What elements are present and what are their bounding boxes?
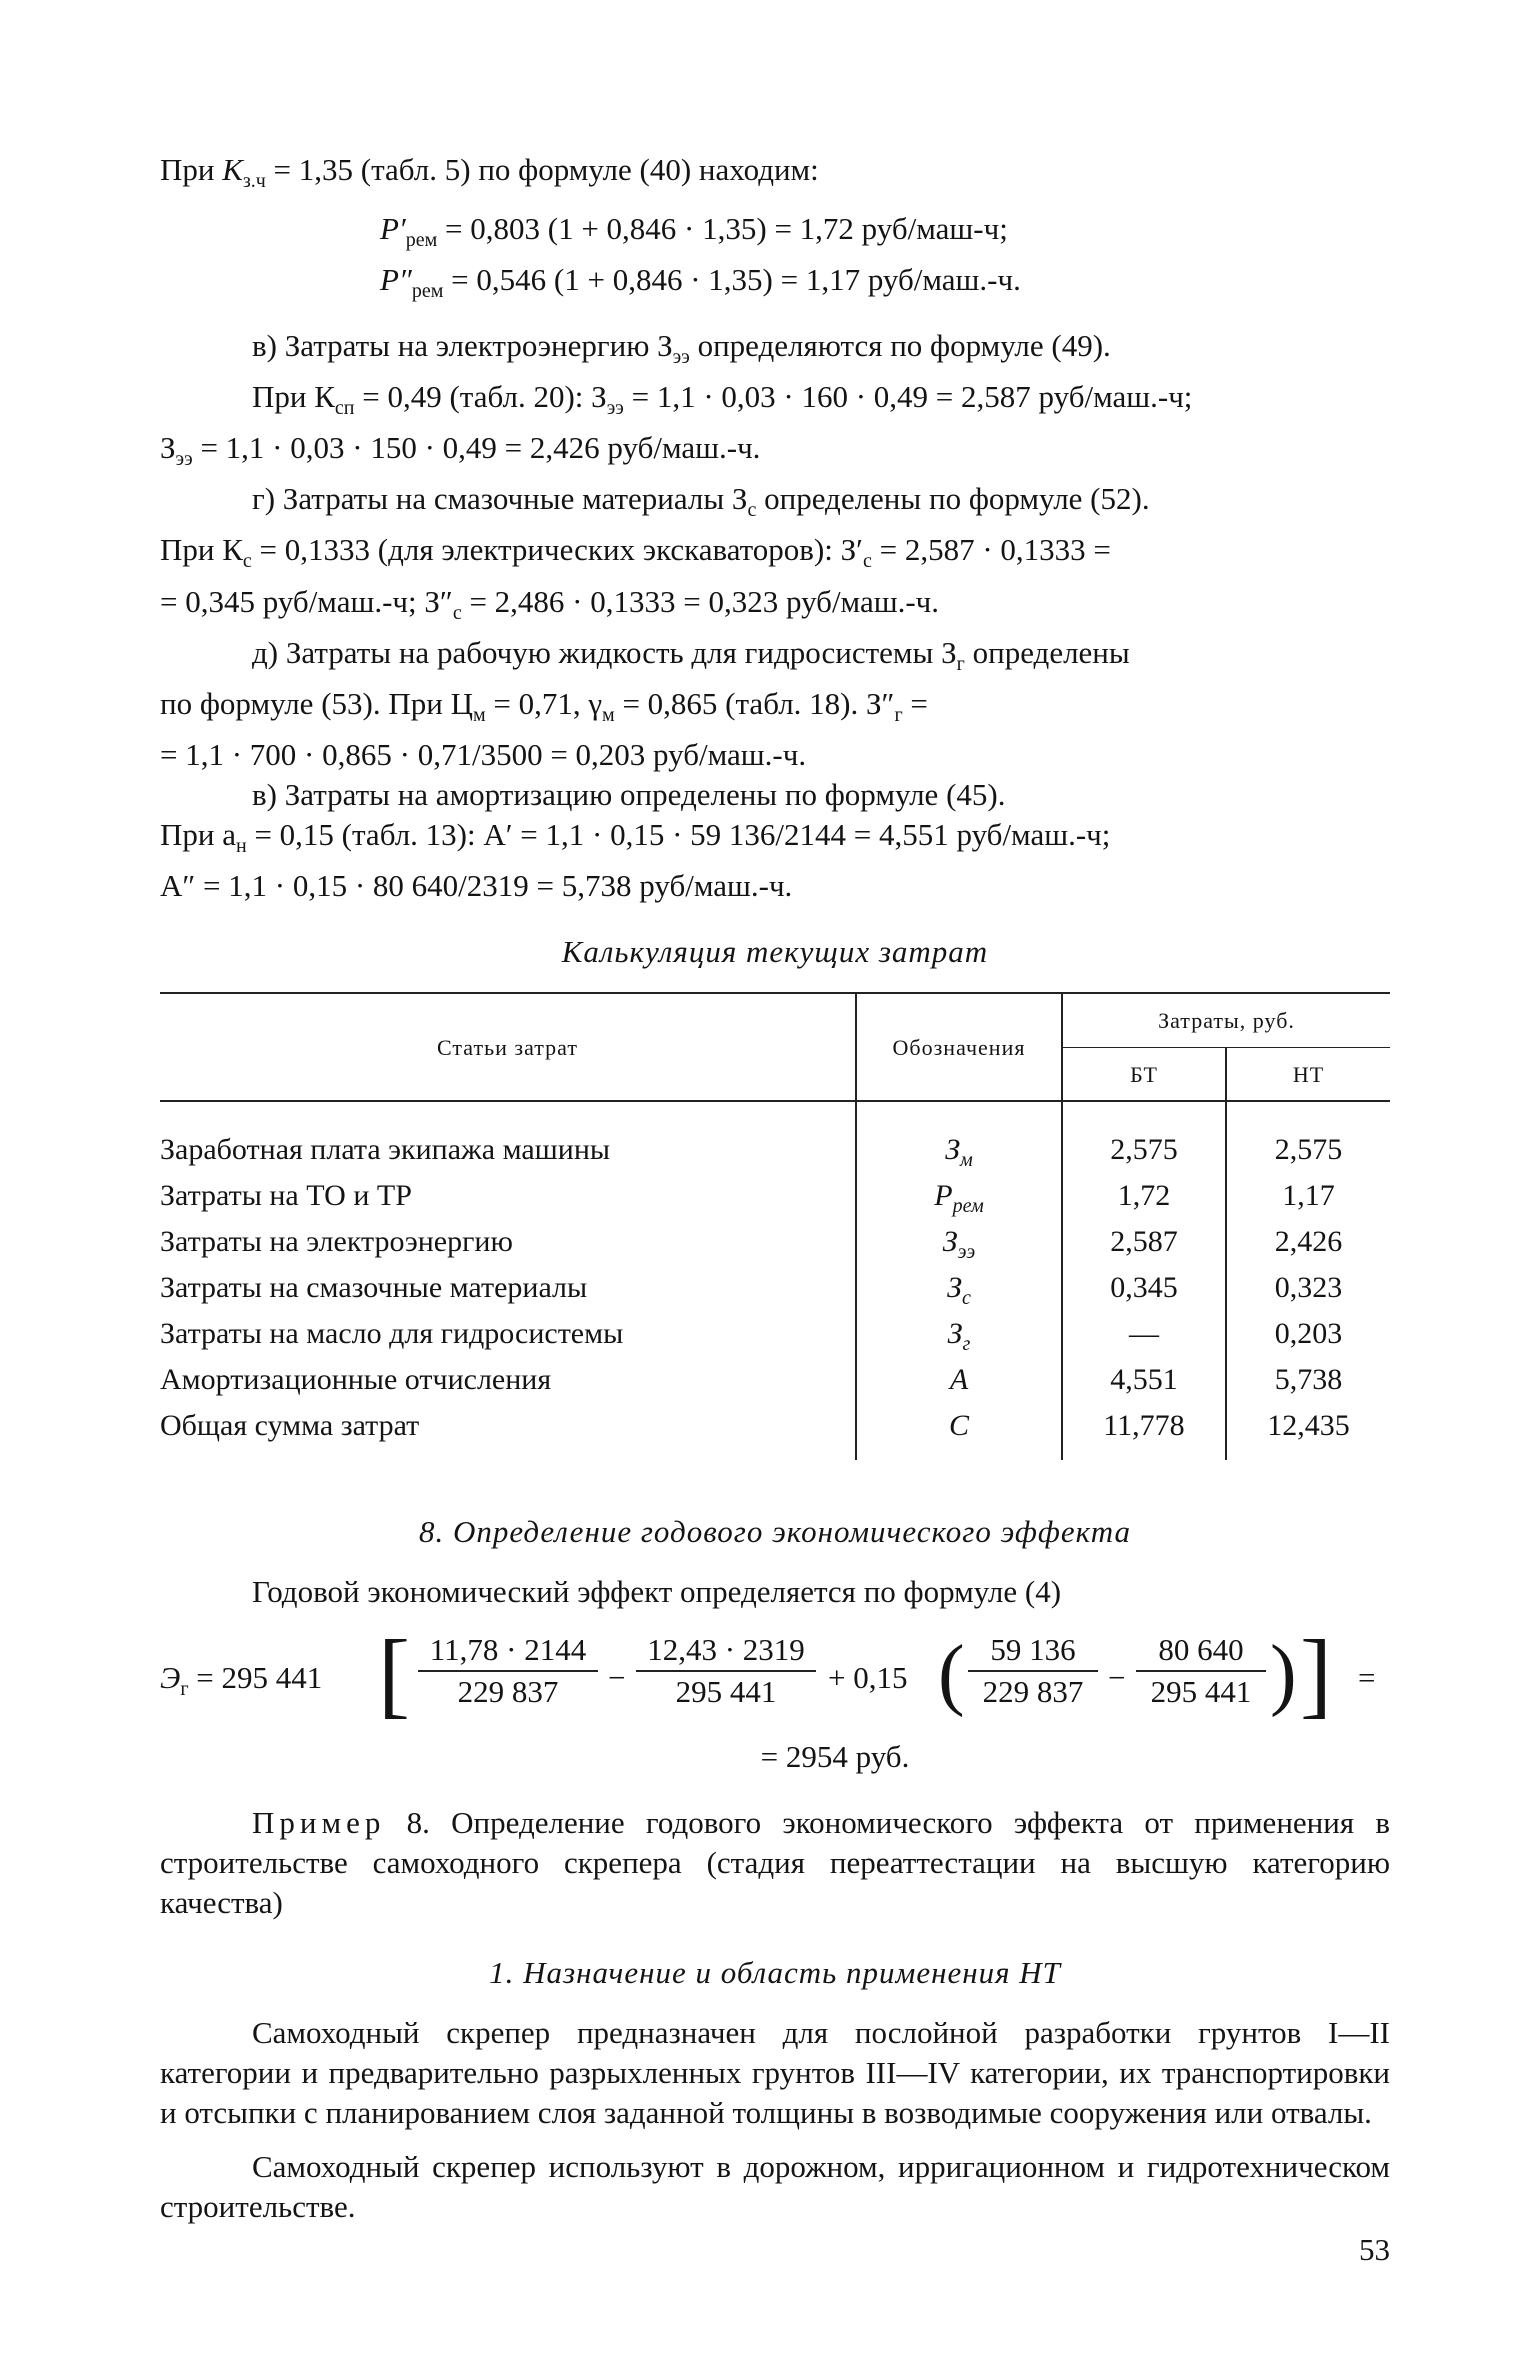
fraction-1: $\frac{11,78 \cdot 2144}{229 837}$ (418, 1630, 598, 1712)
cost-symbol: $З_м$ (856, 1101, 1062, 1178)
cost-symbol: $З_{ээ}$ (856, 1224, 1062, 1270)
cost-symbol: $З_г$ (856, 1316, 1062, 1362)
para-electricity-3: $З_{ээ} = 1,1 \cdot 0,03 \cdot 150 \cdot 0,49 = 2,426$ руб/маш.-ч. (160, 429, 761, 471)
cost-nt-value: 2,575 (1274, 1133, 1343, 1167)
section1-title: 1. Назначение и область применения НТ (489, 1955, 1061, 1991)
table-row (160, 1408, 1390, 1460)
cost-item-name: Затраты на электроэнергию (160, 1224, 856, 1270)
left-square-bracket: [ (378, 1620, 410, 1728)
cost-bt-value: 4,551 (1062, 1362, 1226, 1408)
cost-nt-value: 0,203 (1274, 1317, 1343, 1351)
cost-calculation-table (160, 992, 1390, 1460)
left-paren: ( (938, 1630, 965, 1719)
para-amortization-1: в) Затраты на амортизацию определены по формуле (45). (252, 777, 1006, 813)
fraction-2: $\frac{12,43 \cdot 2319}{295 441}$ (636, 1630, 816, 1712)
cost-nt-value: 2,426 (1274, 1225, 1343, 1259)
col-header-bt: БТ (1062, 1047, 1226, 1101)
col-header-symbols: Обозначения (856, 993, 1062, 1101)
cost-item-name: Общая сумма затрат (160, 1408, 856, 1460)
fraction-3: $\frac{59 136}{229 837}$ (968, 1630, 1098, 1712)
cost-nt-value: 1,17 (1282, 1179, 1335, 1213)
minus-operator-1: − (608, 1660, 626, 1696)
example-paragraph: Пример 8. Определение годового экономического эффекта от применения в строительстве самоходного скрепера (стадия переаттестации на высшую категорию качества) (160, 1805, 1390, 1921)
formula-result: = 2954 руб. (760, 1739, 910, 1775)
equals-sign: = (1358, 1660, 1376, 1696)
cost-symbol: С (856, 1408, 1062, 1460)
page-content (160, 150, 1390, 2227)
cost-bt-value: 0,345 (1062, 1270, 1226, 1316)
section8-title: 8. Определение годового экономического эффекта (418, 1514, 1132, 1550)
para-amortization-3: А″ = 1,1 · 0,15 · 80 640/2319 = 5,738 руб/маш.-ч. (160, 868, 793, 904)
repair-cost-formulas (160, 209, 1390, 311)
para-scraper-purpose: Самоходный скрепер предназначен для послойной разработки грунтов I—II категории и предварительно разрыхленных грунтов III—IV категории, их транспортировки и отсыпки с планированием слоя заданной толщины в возводимые сооружения или отвалы. (160, 2015, 1390, 2131)
annual-effect-formula (160, 1620, 1390, 1735)
para-lubricants-3: = 0,345 руб/маш.-ч; $З''_с = 2,486 \cdot 0,1333 = 0,323$ руб/маш.-ч. (160, 583, 940, 624)
para-hydraulic-2: по формуле (53). При $Ц_м = 0,71$, $\gamma_м = 0,865$ (табл. 18). $З''_г$ = (160, 685, 928, 727)
cost-item-name: Затраты на масло для гидросистемы (160, 1316, 856, 1362)
formula-repair-bt: $P'_{рем} = 0,803$ (1 + 0,846 · 1,35) = 1,72 руб/маш-ч; (380, 211, 1008, 252)
cost-nt-value: 0,323 (1274, 1271, 1343, 1305)
cost-bt-value: 2,575 (1062, 1101, 1226, 1178)
fraction-4: $\frac{80 640}{295 441}$ (1136, 1630, 1266, 1712)
cost-item-name: Затраты на ТО и ТР (160, 1178, 856, 1224)
page-number: 53 (1359, 2232, 1390, 2267)
cost-bt-value: — (1062, 1316, 1226, 1362)
right-paren: ) (1270, 1630, 1297, 1719)
table-row (160, 1316, 1390, 1362)
para-electricity-2: При $К_{сп} = 0,49$ (табл. 20): $З_{ээ} = 1,1 \cdot 0,03 \cdot 160 \cdot 0,49 = 2,587$ руб/маш.-ч; (252, 378, 1193, 419)
cost-item-name: Заработная плата экипажа машины (160, 1101, 856, 1178)
example-label: Пример (252, 1805, 386, 1841)
cost-nt-value: 12,435 (1267, 1409, 1350, 1443)
col-header-nt: НТ (1226, 1047, 1390, 1101)
para-amortization-2: При $а_н = 0,15$ (табл. 13): А′ = 1,1 · 0,15 · 59 136/2144 = 4,551 руб/маш.-ч; (160, 817, 1111, 858)
cost-symbol: $P_{рем}$ (856, 1178, 1062, 1224)
col-header-costs: Затраты, руб. (1062, 993, 1390, 1047)
para-hydraulic-1: д) Затраты на рабочую жидкость для гидросистемы $З_г$ определены (252, 634, 1130, 675)
table-row (160, 1362, 1390, 1408)
table-body (160, 1101, 1390, 1460)
section8-text: Годовой экономический эффект определяется по формуле (4) (252, 1574, 1062, 1610)
table-row (160, 1224, 1390, 1270)
cost-symbol: $З_с$ (856, 1270, 1062, 1316)
cost-bt-value: 11,778 (1062, 1408, 1226, 1460)
cost-bt-value: 2,587 (1062, 1224, 1226, 1270)
para-hydraulic-3: = 1,1 · 700 · 0,865 · 0,71/3500 = 0,203 руб/маш.-ч. (160, 737, 807, 773)
formula-repair-nt: $P''_{рем} = 0,546$ (1 + 0,846 · 1,35) = 1,17 руб/маш.-ч. (380, 262, 1021, 303)
col-header-items: Статьи затрат (160, 993, 856, 1101)
cost-item-name: Затраты на смазочные материалы (160, 1270, 856, 1316)
cost-item-name: Амортизационные отчисления (160, 1362, 856, 1408)
para-lubricants-2: При $К_с = 0,1333$ (для электрических экскаваторов): $З'_с = 2,587 \cdot 0,1333$ = (160, 532, 1111, 573)
para-scraper-use: Самоходный скрепер используют в дорожном, ирригационном и гидротехническом строительстве. (160, 2149, 1390, 2225)
cost-nt-value: 5,738 (1274, 1363, 1343, 1397)
para-lubricants-1: г) Затраты на смазочные материалы $З_с$ определены по формуле (52). (252, 481, 1150, 522)
table-title: Калькуляция текущих затрат (561, 934, 989, 970)
right-square-bracket: ] (1300, 1620, 1332, 1728)
table-row (160, 1270, 1390, 1316)
plus-operator: + 0,15 (828, 1660, 908, 1696)
intro-line: При $К_{з.ч} = 1,35$ (табл. 5) по формуле (40) находим: (160, 152, 819, 193)
cost-symbol: А (856, 1362, 1062, 1408)
para-electricity-1: в) Затраты на электроэнергию $З_{ээ}$ определяются по формуле (49). (252, 327, 1111, 368)
cost-bt-value: 1,72 (1062, 1178, 1226, 1224)
formula-lhs: $Э_г = 295$ 441 (160, 1660, 323, 1701)
table-row (160, 1101, 1390, 1178)
minus-operator-2: − (1108, 1660, 1126, 1696)
table-row (160, 1178, 1390, 1224)
